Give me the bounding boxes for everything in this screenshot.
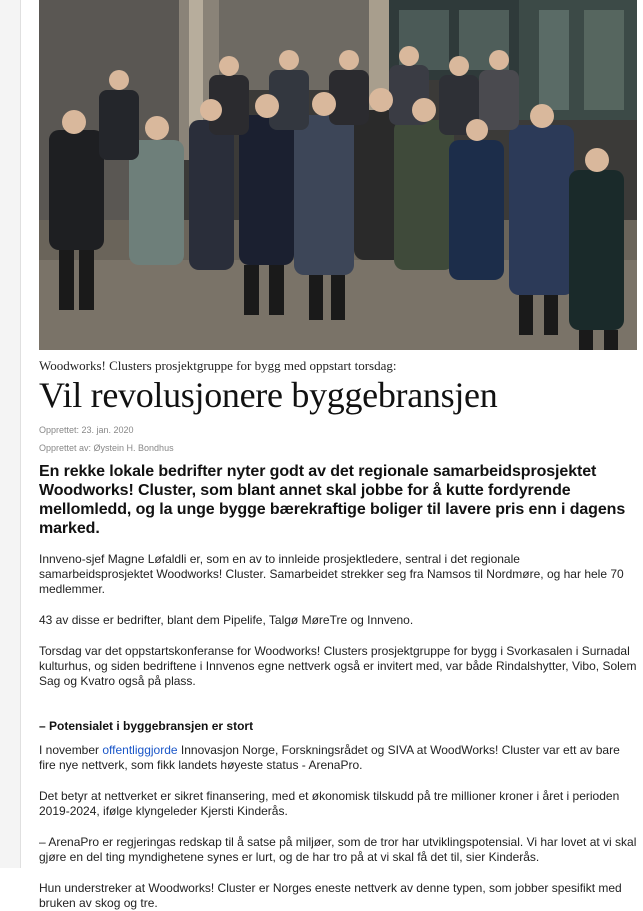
- article-headline: Vil revolusjonere byggebransjen: [39, 375, 498, 415]
- article-author: Opprettet av: Øystein H. Bondhus: [39, 443, 174, 453]
- article-paragraph-5: Det betyr at nettverket er sikret finansering, med et økonomisk tilskudd på tre millioner kroner i året i perioden 2019-2024, ifølge klyngeleder Kjersti Kinderås.: [39, 789, 620, 818]
- paragraph-4-text-start: I november: [39, 743, 103, 757]
- article-lead: En rekke lokale bedrifter nyter godt av det regionale samarbeidsprosjektet Woodworks! Cluster, som blant annet skal jobbe for å kutte fordyrende mellomledd, og la unge bygge bærekraftige boliger til lavere pris enn i dagens marked.: [39, 463, 626, 537]
- article-kicker: Woodworks! Clusters prosjektgruppe for bygg med oppstart torsdag:: [39, 358, 397, 373]
- article-paragraph-4: [39, 743, 637, 773]
- offentliggjorde-link[interactable]: offentliggjorde: [102, 743, 178, 757]
- article-subheading: – Potensialet i byggebransjen er stort: [39, 719, 254, 733]
- group-photo: [39, 0, 637, 350]
- article-paragraph-2: 43 av disse er bedrifter, blant dem Pipelife, Talgø MøreTre og Innveno.: [39, 613, 414, 627]
- article-created-date: Opprettet: 23. jan. 2020: [39, 425, 134, 435]
- page-left-gutter: [0, 0, 21, 868]
- article-paragraph-3: Torsdag var det oppstartskonferanse for Woodworks! Clusters prosjektgruppe for bygg i Svorkasalen i Surnadal kulturhus, og siden bedriftene i Innvenos egne nettverk også er invitert med, var både Rindalshytter, Vibo, Solem Sag og Kvatro også på plass.: [39, 644, 637, 688]
- article-paragraph-7: Hun understreker at Woodworks! Cluster er Norges eneste nettverk av denne typen, som jobber spesifikt med bruken av skog og tre.: [39, 881, 622, 910]
- article-paragraph-6: – ArenaPro er regjeringas redskap til å satse på miljøer, som de tror har utviklingspotensial. Vi har lovet at vi skal gjøre en del ting myndighetene synes er lurt, og de har tro på at vi skal få det til, sier Kinderås.: [39, 835, 637, 864]
- article-paragraph-1: Innveno-sjef Magne Løfaldli er, som en av to innleide prosjektledere, sentral i det regionale samarbeidsprosjektet Woodworks! Cluster. Samarbeidet strekker seg fra Namsos til Nordmøre, og har hele 70 medlemmer.: [39, 552, 624, 596]
- article: [39, 350, 637, 911]
- paragraph-4-text-end: Innovasjon Norge, Forskningsrådet og SIVA at WoodWorks! Cluster var ett av bare fire nye nettverk, som fikk landets høyeste status - ArenaPro.: [39, 743, 620, 772]
